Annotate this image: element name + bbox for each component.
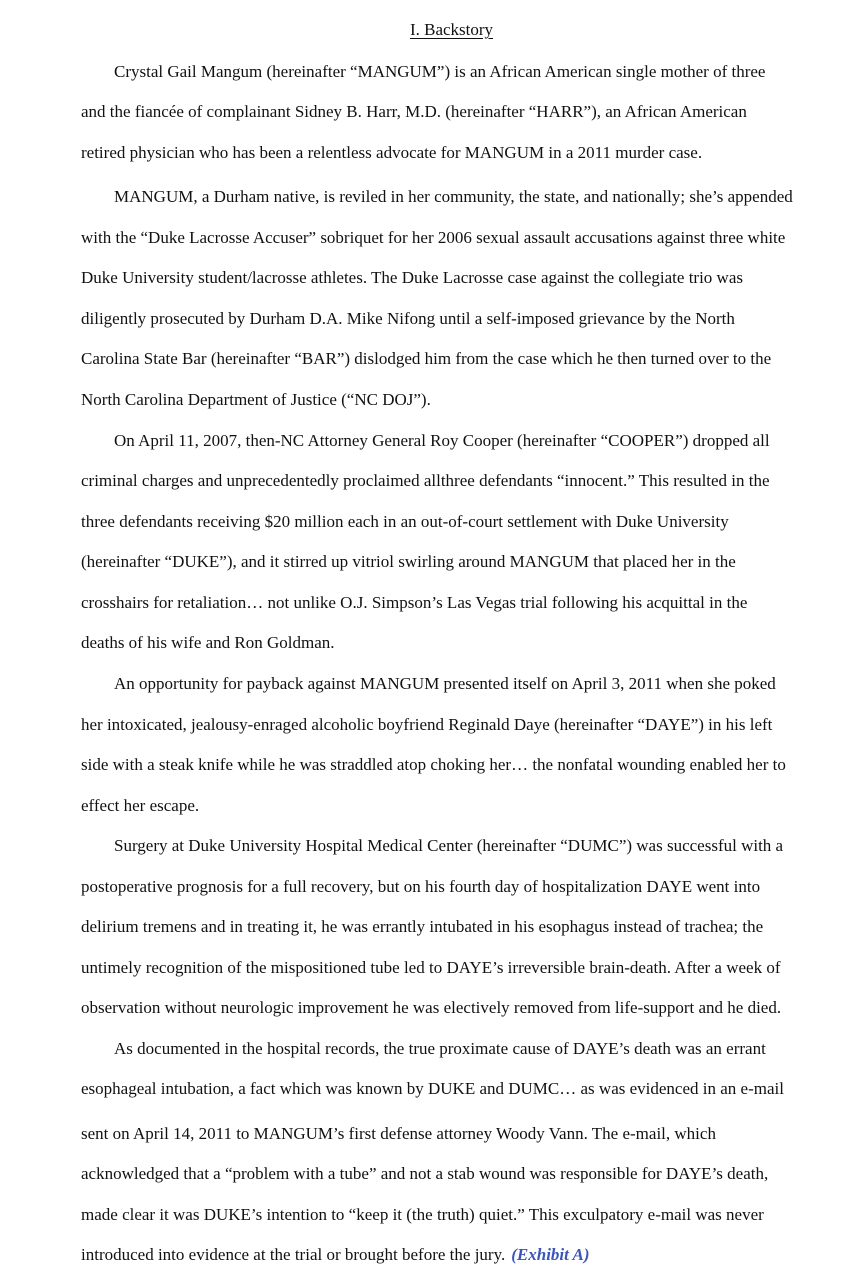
- paragraph-5-line-2: postoperative prognosis for a full recovery, but on his fourth day of hospitalization DAYE went into: [81, 877, 761, 896]
- paragraph-3-line-4: (hereinafter “DUKE”), and it stirred up vitriol swirling around MANGUM that placed her in the: [81, 552, 736, 571]
- paragraph-4-line-2: her intoxicated, jealousy-enraged alcoholic boyfriend Reginald Daye (hereinafter “DAYE”) in his left: [81, 715, 773, 734]
- paragraph-4-line-3: side with a steak knife while he was straddled atop choking her… the nonfatal wounding enabled her to: [81, 755, 786, 774]
- paragraph-3-line-6: deaths of his wife and Ron Goldman.: [81, 633, 335, 652]
- paragraph-3-line-5: crosshairs for retaliation… not unlike O.J. Simpson’s Las Vegas trial following his acquittal in the: [81, 593, 748, 612]
- paragraph-6-line-5: made clear it was DUKE’s intention to “keep it (the truth) quiet.” This exculpatory e-mail was never: [81, 1205, 764, 1224]
- paragraph-4-line-4: effect her escape.: [81, 796, 200, 815]
- paragraph-2-line-1: MANGUM, a Durham native, is reviled in her community, the state, and nationally; she’s appended: [114, 187, 793, 206]
- paragraph-2-line-2: with the “Duke Lacrosse Accuser” sobriquet for her 2006 sexual assault accusations against three white: [81, 228, 786, 247]
- paragraph-5-line-3: delirium tremens and in treating it, he was errantly intubated in his esophagus instead of trachea; the: [81, 917, 764, 936]
- paragraph-5-line-1: Surgery at Duke University Hospital Medical Center (hereinafter “DUMC”) was successful with a: [114, 836, 784, 855]
- paragraph-6-line-6: introduced into evidence at the trial or brought before the jury.: [81, 1245, 506, 1264]
- paragraph-2-line-5: Carolina State Bar (hereinafter “BAR”) dislodged him from the case which he then turned over to the: [81, 349, 772, 368]
- paragraph-6-line-1: As documented in the hospital records, the true proximate cause of DAYE’s death was an errant: [114, 1039, 766, 1058]
- paragraph-6-line-3: sent on April 14, 2011 to MANGUM’s first defense attorney Woody Vann. The e-mail, which: [81, 1124, 716, 1143]
- paragraph-2-line-4: diligently prosecuted by Durham D.A. Mike Nifong until a self-imposed grievance by the North: [81, 309, 735, 328]
- paragraph-6-line-6-container: [81, 1244, 589, 1266]
- paragraph-4-line-1: An opportunity for payback against MANGUM presented itself on April 3, 2011 when she poked: [114, 674, 776, 693]
- paragraph-6-line-2: esophageal intubation, a fact which was known by DUKE and DUMC… as was evidenced in an e-mail: [81, 1079, 784, 1098]
- paragraph-6-line-4: acknowledged that a “problem with a tube” and not a stab wound was responsible for DAYE’s death,: [81, 1164, 769, 1183]
- paragraph-2-line-3: Duke University student/lacrosse athletes. The Duke Lacrosse case against the collegiate trio was: [81, 268, 743, 287]
- paragraph-1-line-3: retired physician who has been a relentless advocate for MANGUM in a 2011 murder case.: [81, 143, 703, 162]
- section-heading: I. Backstory: [409, 20, 494, 39]
- paragraph-5-line-4: untimely recognition of the mispositioned tube led to DAYE’s irreversible brain-death. After a week of: [81, 958, 781, 977]
- paragraph-1-line-1: Crystal Gail Mangum (hereinafter “MANGUM”) is an African American single mother of three: [114, 62, 766, 81]
- paragraph-2-line-6: North Carolina Department of Justice (“NC DOJ”).: [81, 390, 431, 409]
- paragraph-3-line-2: criminal charges and unprecedentedly proclaimed allthree defendants “innocent.” This resulted in the: [81, 471, 770, 490]
- paragraph-5-line-5: observation without neurologic improvement he was electively removed from life-support and he died.: [81, 998, 782, 1017]
- exhibit-a-link[interactable]: (Exhibit A): [511, 1245, 590, 1264]
- paragraph-3-line-1: On April 11, 2007, then-NC Attorney General Roy Cooper (hereinafter “COOPER”) dropped all: [114, 431, 770, 450]
- paragraph-1-line-2: and the fiancée of complainant Sidney B. Harr, M.D. (hereinafter “HARR”), an African American: [81, 102, 747, 121]
- paragraph-3-line-3: three defendants receiving $20 million each in an out-of-court settlement with Duke University: [81, 512, 729, 531]
